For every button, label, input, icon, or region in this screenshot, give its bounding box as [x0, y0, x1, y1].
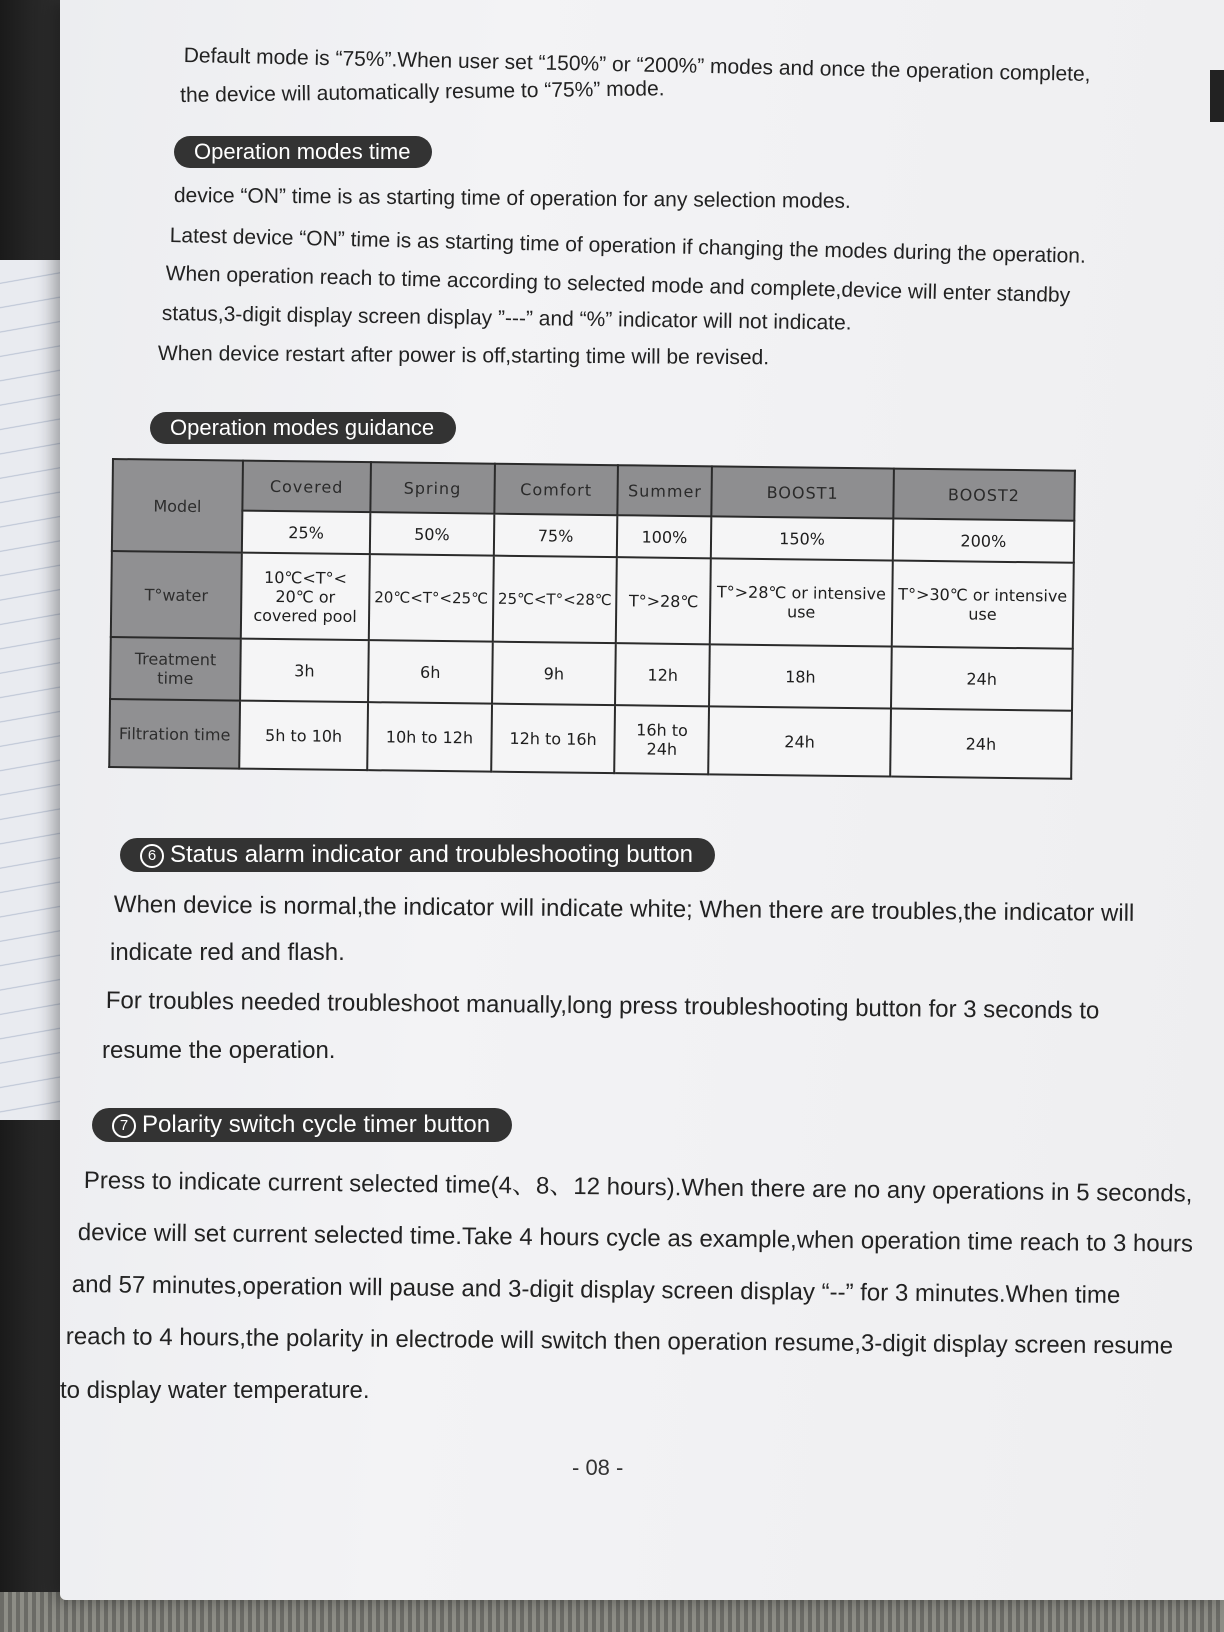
polarity-line-4: reach to 4 hours,the polarity in electrode will switch then operation resume,3-digit display screen resume — [65, 1323, 1174, 1360]
percent-cell: 75% — [494, 514, 618, 558]
time-line-1: device “ON” time is as starting time of operation for any selection modes. — [173, 184, 851, 213]
time-line-2: Latest device “ON” time is as starting time of operation if changing the modes during the operation. — [169, 224, 1087, 268]
number-7-icon: 7 — [112, 1114, 136, 1138]
status-alarm-title-text: Status alarm indicator and troubleshooting button — [170, 841, 693, 868]
number-6-icon: 6 — [140, 844, 164, 868]
mode-boost1: BOOST1 — [712, 466, 894, 518]
percent-cell: 100% — [617, 515, 712, 558]
mode-summer: Summer — [618, 465, 713, 516]
percent-cell: 25% — [242, 511, 371, 555]
treatment-time-cell: 3h — [240, 639, 369, 703]
section-title-operation-modes-guidance: Operation modes guidance — [150, 412, 456, 444]
alarm-line-1: When device is normal,the indicator will indicate white; When there are troubles,the indicator will — [113, 890, 1135, 927]
percent-cell: 200% — [892, 519, 1074, 563]
section-title-polarity — [92, 1108, 512, 1142]
water-temp-cell: 25℃<T°<28℃ — [492, 556, 617, 644]
percent-cell: 50% — [370, 512, 494, 556]
alarm-line-2: indicate red and flash. — [110, 939, 345, 966]
mode-covered: Covered — [242, 461, 371, 513]
filtration-time-cell: 24h — [890, 709, 1072, 779]
percent-cell: 150% — [711, 516, 893, 560]
section-title-operation-modes-time: Operation modes time — [174, 136, 432, 168]
mode-comfort: Comfort — [494, 464, 618, 516]
filtration-time-cell: 24h — [709, 706, 891, 776]
treatment-time-cell: 24h — [891, 647, 1073, 711]
operation-modes-table — [108, 458, 1076, 780]
treatment-time-cell: 6h — [368, 640, 492, 704]
water-temp-cell: T°>28℃ or intensive use — [710, 558, 892, 646]
time-line-3: When operation reach to time according to selected mode and complete,device will enter standby — [165, 262, 1071, 308]
filtration-time-cell: 12h to 16h — [491, 704, 615, 774]
filtration-time-cell: 10h to 12h — [367, 702, 491, 772]
mode-spring: Spring — [370, 462, 494, 514]
alarm-line-4: resume the operation. — [102, 1037, 336, 1064]
row-header-filtration-time: Filtration time — [109, 699, 240, 769]
alarm-line-3: For troubles needed troubleshoot manually,long press troubleshooting button for 3 seconds to — [105, 986, 1100, 1025]
row-header-water-temp: T°water — [111, 551, 242, 639]
intro-line-1: Default mode is “75%”.When user set “150%” or “200%” modes and once the operation complete, — [183, 44, 1091, 86]
treatment-time-cell: 18h — [709, 644, 891, 708]
intro-line-2: the device will automatically resume to “75%” mode. — [180, 77, 665, 107]
polarity-line-2: device will set current selected time.Take 4 hours cycle as example,when operation time reach to 3 hours — [77, 1219, 1194, 1258]
row-header-model: Model — [112, 459, 243, 553]
filtration-time-cell: 16h to 24h — [615, 705, 710, 774]
water-temp-cell: 20℃<T°<25℃ — [369, 554, 494, 642]
page-number: - 08 - — [572, 1455, 624, 1480]
treatment-time-cell: 9h — [492, 642, 616, 706]
water-temp-cell: 10℃<T°< 20℃ or covered pool — [241, 553, 370, 641]
water-temp-cell: T°>28℃ — [616, 557, 711, 644]
time-line-5: When device restart after power is off,starting time will be revised. — [157, 342, 770, 370]
page-edge-tab — [1210, 70, 1224, 122]
water-temp-cell: T°>30℃ or intensive use — [891, 561, 1073, 649]
filtration-time-cell: 5h to 10h — [239, 701, 368, 771]
polarity-line-3: and 57 minutes,operation will pause and 3-digit display screen display “--” for 3 minutes.When time — [71, 1271, 1121, 1309]
time-line-4: status,3-digit display screen display ”---” and “%” indicator will not indicate. — [161, 302, 852, 335]
polarity-line-5: to display water temperature. — [60, 1377, 370, 1404]
section-title-status-alarm — [120, 838, 715, 872]
row-header-treatment-time: Treatment time — [110, 637, 241, 701]
polarity-title-text: Polarity switch cycle timer button — [142, 1111, 491, 1138]
treatment-time-cell: 12h — [615, 643, 710, 706]
polarity-line-1: Press to indicate current selected time(4、8、12 hours).When there are no any operations in 5 seconds, — [83, 1166, 1193, 1208]
mode-boost2: BOOST2 — [893, 469, 1075, 521]
